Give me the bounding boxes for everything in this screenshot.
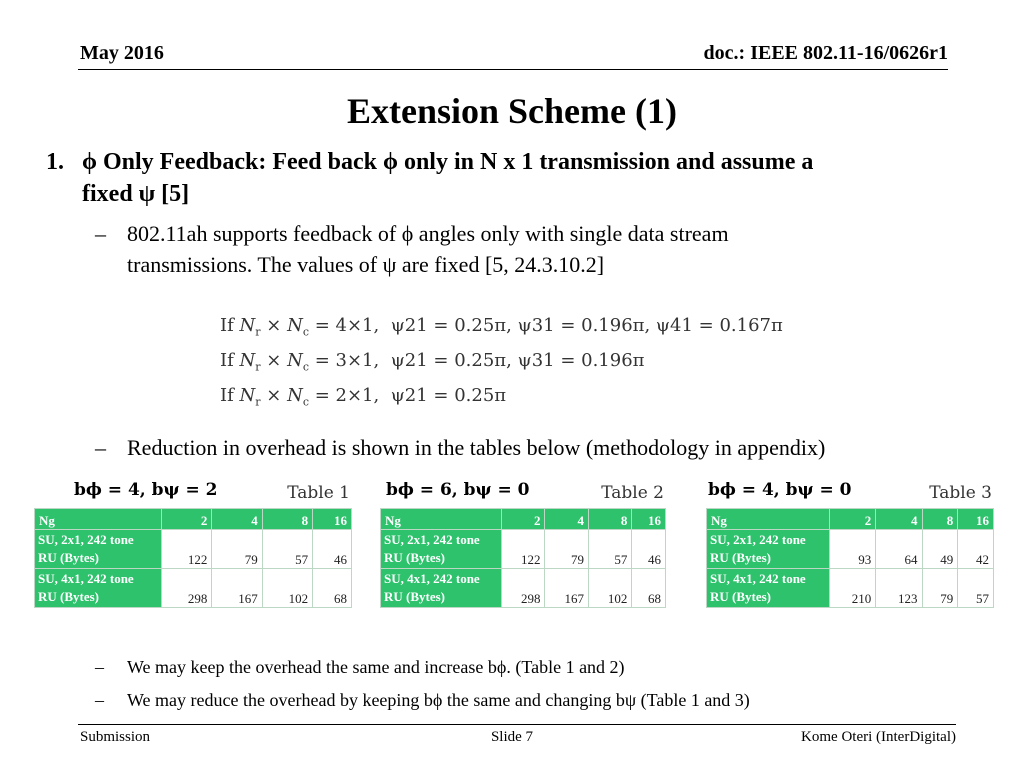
table-cell: 64 (876, 530, 922, 569)
dash-marker: – (95, 221, 106, 246)
footer-submission: Submission (80, 729, 151, 745)
table-cell: 68 (313, 569, 352, 608)
table-header-cell: Ng (381, 509, 502, 530)
table-title: Table 3 (929, 483, 992, 503)
equation-row: If $N_r \times N_c = 3\times 1$, ψ21 = 0.25π, ψ31 = 0.196π (220, 350, 645, 374)
table-cell: 57 (958, 569, 994, 608)
row-label: SU, 2x1, 242 tone RU (Bytes) (707, 530, 830, 569)
sub-bullet-text: Reduction in overhead is shown in the tables below (methodology in appendix) (127, 435, 826, 460)
table-cell: 122 (162, 530, 212, 569)
bullet-text-line1: ϕ Only Feedback: Feed back ϕ only in N x 1 transmission and assume a (82, 149, 814, 175)
table-title: Table 1 (287, 483, 350, 503)
row-label: SU, 2x1, 242 tone RU (Bytes) (381, 530, 502, 569)
header-date: May 2016 (80, 42, 164, 64)
table-cell: 210 (830, 569, 876, 608)
overhead-table-1 (34, 480, 352, 608)
table-cell: 49 (922, 530, 958, 569)
table-header-cell: 2 (502, 509, 545, 530)
sub-bullet-text: We may reduce the overhead by keeping bϕ the same and changing bψ (Table 1 and 3) (127, 690, 750, 710)
table-header-cell: Ng (707, 509, 830, 530)
table-row (707, 530, 994, 569)
table-cell: 122 (502, 530, 545, 569)
table-header-cell: 2 (830, 509, 876, 530)
table-cell: 68 (632, 569, 666, 608)
footer-slide-number: Slide 7 (490, 729, 534, 745)
dash-marker: – (95, 657, 104, 677)
table-header-cell: 4 (212, 509, 262, 530)
table-cell: 93 (830, 530, 876, 569)
dash-marker: – (95, 690, 104, 710)
equation-row: If $N_r \times N_c = 4\times 1$, ψ21 = 0.25π, ψ31 = 0.196π, ψ41 = 0.167π (220, 315, 783, 339)
table-header-cell: 16 (313, 509, 352, 530)
table-header-cell: 8 (922, 509, 958, 530)
table-cell: 102 (588, 569, 631, 608)
table-cell: 102 (262, 569, 312, 608)
bullet-text-line2: fixed ψ [5] (82, 181, 190, 207)
psi-equations (220, 308, 783, 413)
equation-row: If $N_r \times N_c = 2\times 1$, ψ21 = 0.25π (220, 385, 507, 409)
sub-bullet-line1: 802.11ah supports feedback of ϕ angles only with single data stream (127, 221, 729, 246)
table-header-cell: 4 (876, 509, 922, 530)
bit-allocation-label: bϕ = 4, bψ = 2 (74, 480, 218, 500)
bit-allocation-label: bϕ = 4, bψ = 0 (708, 480, 852, 500)
table-cell: 79 (922, 569, 958, 608)
table-cell: 46 (313, 530, 352, 569)
table-cell: 57 (588, 530, 631, 569)
table-cell: 79 (212, 530, 262, 569)
sub-bullet-text: We may keep the overhead the same and increase bϕ. (Table 1 and 2) (127, 657, 625, 677)
row-label: SU, 2x1, 242 tone RU (Bytes) (35, 530, 162, 569)
table-header-cell: 8 (262, 509, 312, 530)
table-cell: 298 (162, 569, 212, 608)
row-label: SU, 4x1, 242 tone RU (Bytes) (381, 569, 502, 608)
dash-marker: – (95, 435, 106, 460)
sub-bullet-line2: transmissions. The values of ψ are fixed [5, 24.3.10.2] (127, 252, 605, 277)
table-cell: 57 (262, 530, 312, 569)
header-doc-id: doc.: IEEE 802.11-16/0626r1 (703, 42, 948, 64)
header-divider (78, 69, 948, 70)
footer-divider (78, 724, 956, 725)
slide-title: Extension Scheme (1) (347, 91, 677, 131)
table-title: Table 2 (601, 483, 664, 503)
table-header-cell: 8 (588, 509, 631, 530)
footer-author: Kome Oteri (InterDigital) (801, 729, 956, 745)
overhead-table-3 (706, 480, 994, 608)
row-label: SU, 4x1, 242 tone RU (Bytes) (35, 569, 162, 608)
row-label: SU, 4x1, 242 tone RU (Bytes) (707, 569, 830, 608)
table-row (381, 530, 666, 569)
table-cell: 42 (958, 530, 994, 569)
table-row (707, 569, 994, 608)
table-header-cell: Ng (35, 509, 162, 530)
table-header-cell: 2 (162, 509, 212, 530)
table-row (35, 530, 352, 569)
bullet-number: 1. (46, 149, 64, 175)
table-cell: 167 (212, 569, 262, 608)
table-cell: 298 (502, 569, 545, 608)
table-row (381, 569, 666, 608)
table-cell: 123 (876, 569, 922, 608)
table-row (35, 569, 352, 608)
bit-allocation-label: bϕ = 6, bψ = 0 (386, 480, 530, 500)
table-cell: 46 (632, 530, 666, 569)
table-header-cell: 16 (958, 509, 994, 530)
table-cell: 167 (545, 569, 588, 608)
table-cell: 79 (545, 530, 588, 569)
overhead-table-2 (380, 480, 666, 608)
table-header-cell: 16 (632, 509, 666, 530)
table-header-cell: 4 (545, 509, 588, 530)
